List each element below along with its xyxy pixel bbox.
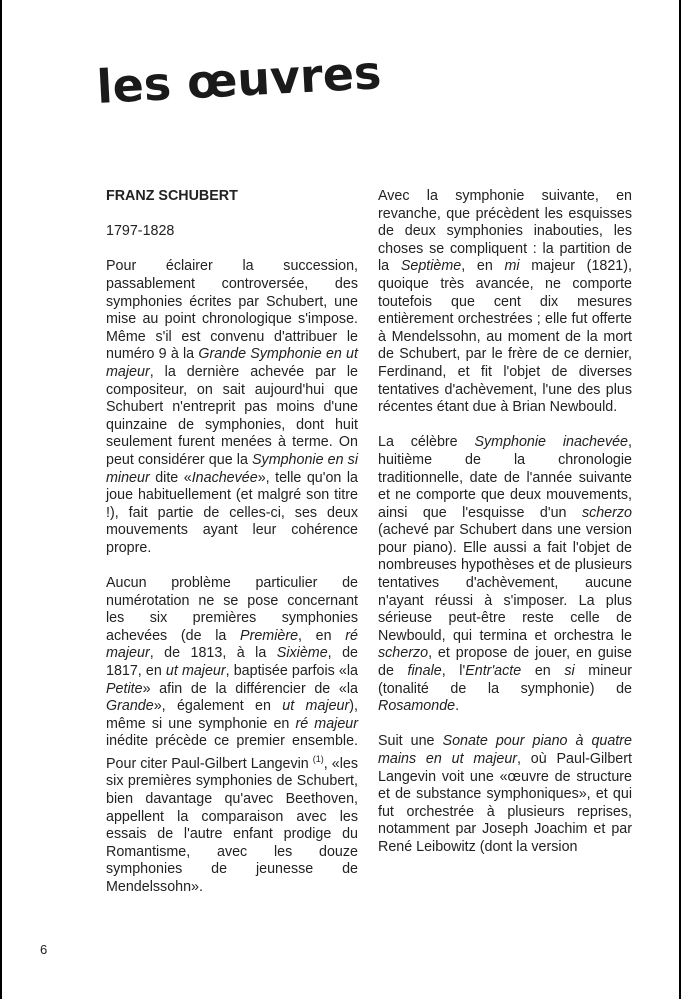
text-run: , et propose de jouer, en guise de — [378, 645, 632, 680]
text-run: ), même si une symphonie en — [106, 698, 358, 732]
italic-text: Septième — [400, 258, 462, 275]
text-run: », telle qu'on la joue habituellement (et malgré son titre !), fait partie de celles-ci, ses deux mouvements ayant leur cohérence propre. — [106, 469, 358, 556]
italic-text: ré majeur — [106, 627, 358, 662]
left-paragraphs — [106, 258, 358, 896]
composer-dates: 1797-1828 — [106, 223, 175, 240]
text-run: La célèbre — [378, 434, 475, 451]
italic-text: Grande — [106, 698, 154, 715]
paragraph — [378, 434, 632, 716]
italic-text: Symphonie inachevée — [474, 434, 629, 451]
text-run: mineur (tonalité de la symphonie) de — [378, 663, 632, 697]
text-run: . — [455, 698, 460, 715]
paragraph — [106, 258, 358, 557]
italic-text: ut majeur — [165, 663, 226, 680]
text-run: Aucun problème particulier de numérotation ne se pose concernant les six premières symphonies achevées (de la — [106, 575, 358, 644]
text-run: , en — [298, 627, 346, 644]
italic-text: Petite — [106, 680, 143, 697]
italic-text: ré majeur — [295, 715, 358, 732]
right-paragraphs — [378, 188, 632, 857]
italic-text: Sixième — [276, 645, 328, 662]
text-run: » afin de la différencier de «la — [142, 680, 358, 697]
text-run: (achevé par Schubert dans une version pour piano). Elle aussi a fait l'objet de nombreuses hypothèses et de plusieurs tentatives d'achèvement, aucune n'ayant réussi à s'imposer. La plus sérieuse peut-être reste celle de Newbould, qui termina et orchestra le — [378, 522, 632, 644]
paragraph — [378, 188, 632, 417]
italic-text: scherzo — [581, 504, 632, 521]
left-column — [106, 188, 358, 914]
italic-text: Rosamonde — [378, 698, 456, 715]
text-run: inédite précède ce premier ensemble. Pour citer Paul-Gilbert Langevin — [106, 733, 358, 772]
text-run: dite « — [149, 469, 192, 486]
text-run: , de 1813, à la — [149, 645, 277, 662]
text-run: , où Paul-Gilbert Langevin voit une «œuvre de structure et de substance symphoniques», et qui fut orchestrée à plusieurs reprises, notamment par Joseph Joachim et par René Leibowitz (dont la version — [378, 751, 632, 855]
text-run: , baptisée parfois «la — [225, 663, 358, 680]
italic-text: scherzo — [378, 645, 429, 662]
text-run: Pour éclairer la succession, passablement controversée, des symphonies écrites par Schubert, une mise au point chronologique s'impose. Même s'il est convenu d'attribuer le numéro 9 à la — [106, 258, 358, 363]
italic-text: si — [564, 663, 575, 680]
italic-text: finale — [407, 663, 442, 680]
italic-text: ut majeur — [282, 698, 350, 715]
italic-text: mi — [504, 258, 520, 275]
text-run: , «les six premières symphonies de Schubert, bien davantage qu'avec Beethoven, appellent la comparaison avec les essais de l'autre enfant prodige du Romantisme, avec les douze symphonies de jeunesse de Mendelssohn». — [106, 755, 358, 895]
italic-text: Première — [240, 627, 299, 644]
text-run: en — [521, 663, 565, 680]
text-run: Suit une — [378, 733, 443, 750]
italic-text: Grande Symphonie en ut majeur — [106, 346, 358, 380]
text-run: , huitième de la chronologie traditionnelle, date de l'année suivante et ne comporte que deux mouvements, ainsi que l'esquisse d'un — [378, 434, 632, 521]
paragraph — [106, 575, 358, 896]
text-run: Avec la symphonie suivante, en revanche, que précèdent les esquisses de deux symphonies inabouties, les choses se compliquent : la partition de la — [378, 188, 632, 275]
page-heading: les œuvres — [95, 45, 383, 114]
text-run: », également en — [153, 698, 283, 715]
text-run: , de 1817, en — [106, 645, 359, 680]
italic-text: Entr'acte — [465, 663, 522, 680]
text-run: , en — [461, 258, 505, 275]
right-column — [378, 188, 632, 874]
italic-text: Sonate pour piano à quatre mains en ut majeur — [378, 733, 632, 767]
text-run: majeur (1821), quoique très avancée, ne comporte toutefois que cent dix mesures entièrement orchestrées ; elle fut offerte à Mendelssohn, au moment de la mort de Schubert, par le frère de ce dernier, Ferdinand, et fit l'objet de diverses tentatives d'achèvement, l'une des plus récentes étant due à Brian Newbould. — [378, 258, 632, 416]
footnote-ref: (1) — [312, 754, 324, 764]
paragraph — [378, 733, 632, 856]
composer-name: FRANZ SCHUBERT — [106, 188, 238, 204]
italic-text: Inachevée — [191, 469, 258, 486]
page-number: 6 — [40, 942, 48, 957]
text-run: , l' — [441, 663, 466, 680]
italic-text: Symphonie en si mineur — [106, 451, 358, 486]
text-run: , la dernière achevée par le compositeur, on sait aujourd'hui que Schubert n'entreprit pas moins d'une quinzaine de symphonies, dont huit seulement furent menées à terme. On peut considérer que la — [106, 363, 358, 468]
